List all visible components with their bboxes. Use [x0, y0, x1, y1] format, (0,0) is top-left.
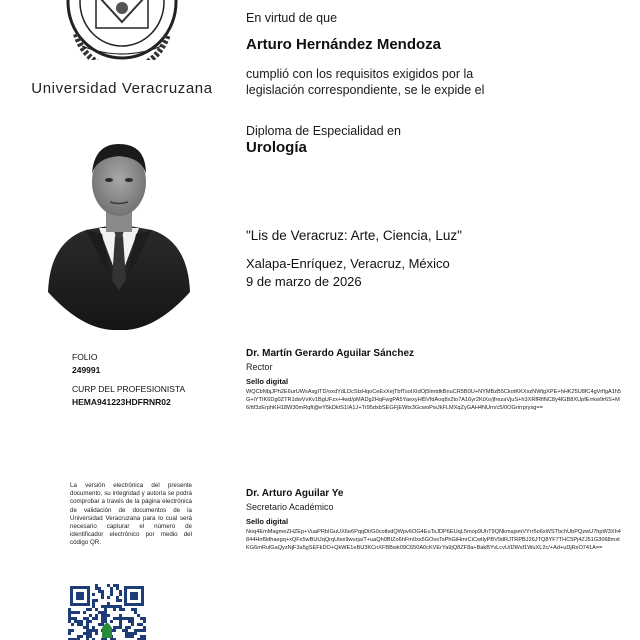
digital-seal-hash: Noq4EmMagmeZHZEp+VuaPRbIGuUX6e6PqqDt/G0cotlsdQWpv6OG4EuTsJDP6EUqL5mop9UhT9QNkmajsmVYrr5o6xWSTbchUbPQzwU7hpW3Xh4844Hnf9dhaegq+xQFx5wBUtJqQrqUtsx9wurja/T+uaQh0BIZo6hFm0xs5GOvsTsPhGiHmrCiCwtlyPBV9dRJTRPBJ26JTQ8YF7THC5Pj4ZJ51G3068mxtKG6mRulGaQyzNjF3a5gSEFkDO+QkWE1eBU3KCnXFBBwk09C650A0cKVErYa9jQ8ZF8a+BakBYvLcvU/DWsf1WuXL2c/+Ad+uDjRxO741A==: [246, 529, 621, 551]
curp-label: CURP DEL PROFESIONISTA: [72, 384, 186, 394]
graduate-photo: [44, 132, 194, 330]
digital-seal-label: Sello digital: [246, 517, 289, 526]
signature-block-secretary: [246, 488, 626, 552]
legal-notice: La versión electrónica del presente documento, su integridad y autoría se podrá comprobar a través de la página electrónica de validación de documentos de la Universidad Veracruzana para lo cual será necesario capturar el número de identificador electrónico por medio del código QR.: [70, 482, 192, 547]
signatory-role: Secretario Académico: [246, 502, 334, 512]
statement-line-2: legislación correspondiente, se le expide el: [246, 83, 485, 97]
signatory-role: Rector: [246, 362, 273, 372]
curp-value: HEMA941223HDFRNR02: [72, 397, 171, 407]
signature-block-rector: [246, 348, 626, 412]
university-seal-icon: [62, 0, 182, 60]
person-name: Arturo Hernández Mendoza: [246, 36, 442, 53]
issue-date: 9 de marzo de 2026: [246, 274, 362, 289]
motto: "Lis de Veracruz: Arte, Ciencia, Luz": [246, 228, 462, 243]
digital-seal-label: Sello digital: [246, 377, 289, 386]
qr-code-icon[interactable]: [68, 584, 146, 640]
specialty: Urología: [246, 139, 307, 156]
digital-seal-hash: WQCbNbjJPh2E6urUWsAsgITD/oxdYdLDcStzHqoCeExXejTbfTsoIXIdOj5lmtdkBnuCR5B0U+NYMBzB5CkotKKXxzNWtgXPE+hHK25U8fC4gVrflgA1h5G+iYTIK6Dg0ZTR1dwVvKv1BgUFzx+4wd/pMADg2HqFwgPA5YaexyHl5VfdAoq8x2to7A16yr2KtXo/jfrezaVjuS+h3XRfRfiNC8y4lGB8XUpfErrkw9r6S+M6/ttf3zErphKH18W30mRqft@eY5kDktS1IA1J+Tr95dxbSEGFjEWtx3GcwoPwJkFLMXqZyGAH4NUrn/c5/0OGrirrprysg==: [246, 389, 622, 411]
folio-label: FOLIO: [72, 352, 98, 362]
statement-line-1: cumplió con los requisitos exigidos por la: [246, 67, 474, 81]
folio-value: 249991: [72, 365, 101, 375]
signatory-name: Dr. Arturo Aguilar Ye: [246, 488, 344, 499]
university-name: Universidad Veracruzana: [31, 80, 213, 97]
place: Xalapa-Enríquez, Veracruz, México: [246, 256, 450, 271]
diploma-type: Diploma de Especialidad en: [246, 124, 401, 138]
intro-text: En virtud de que: [246, 11, 338, 25]
signatory-name: Dr. Martín Gerardo Aguilar Sánchez: [246, 348, 415, 359]
